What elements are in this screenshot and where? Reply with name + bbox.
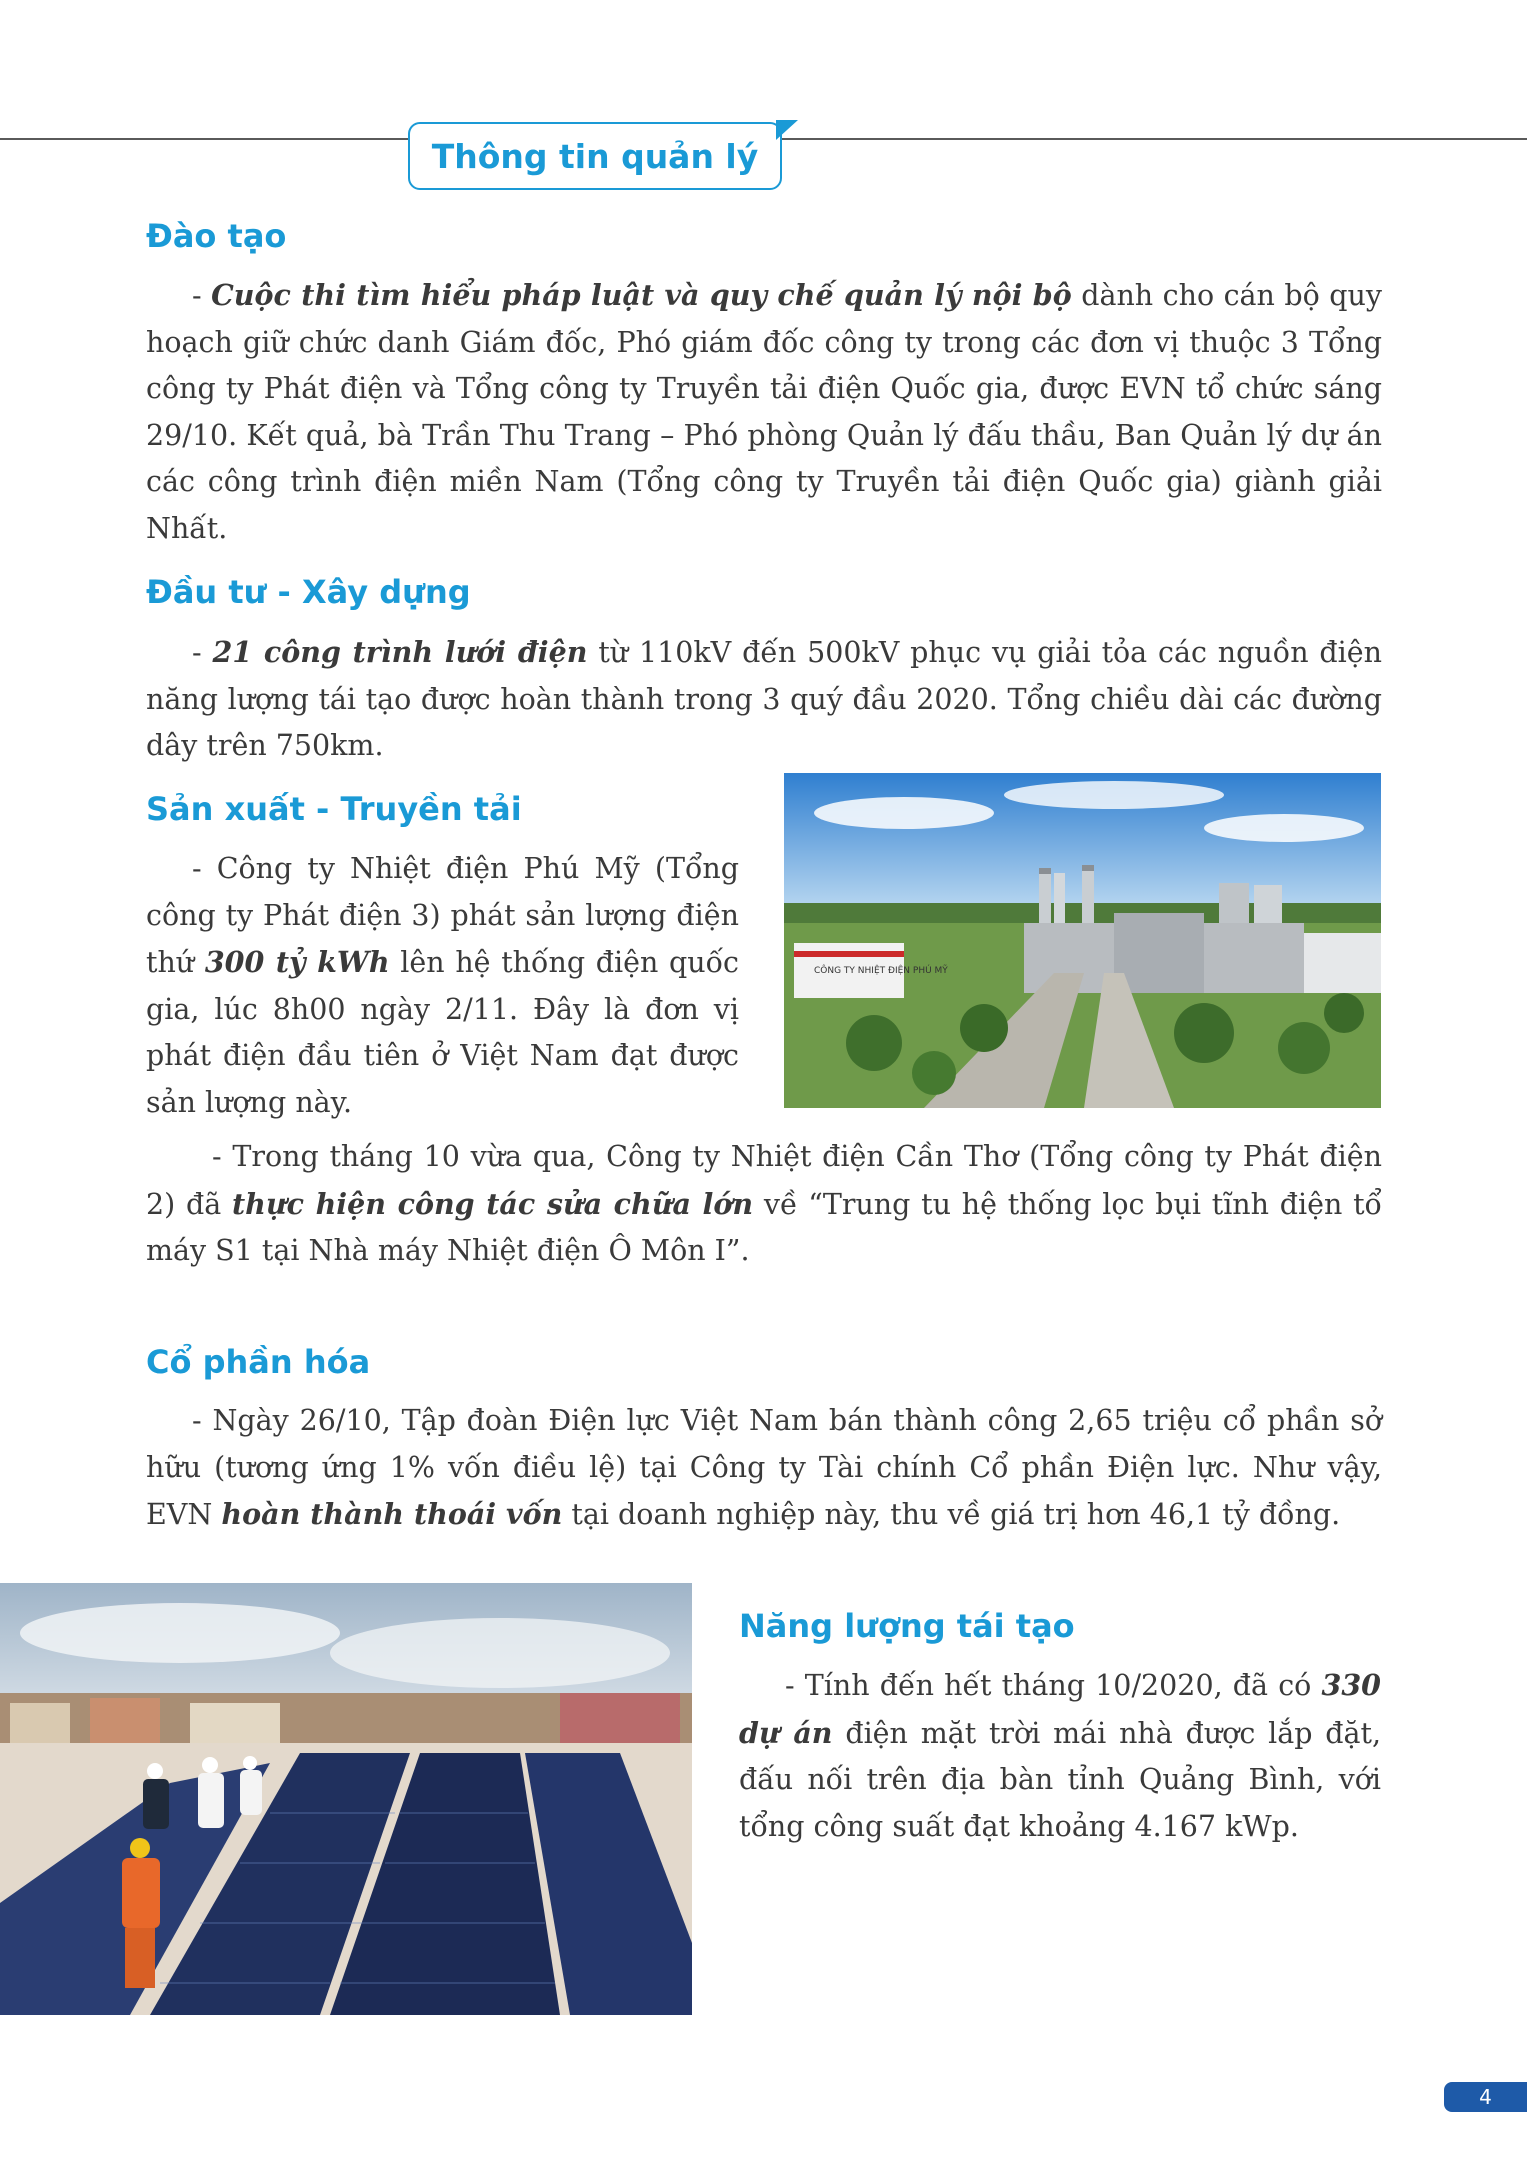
bullet-dash: -	[192, 279, 212, 312]
page-number-badge	[1444, 2082, 1527, 2112]
solar-rooftop-illustration	[0, 1583, 692, 2015]
heading-san-xuat: Sản xuất - Truyền tải	[146, 790, 522, 828]
emphasis-text: hoàn thành thoái vốn	[221, 1497, 563, 1531]
section-header-badge	[408, 122, 782, 190]
power-plant-photo	[784, 773, 1381, 1108]
body-text: lên hệ thống điện quốc gia, lúc 8h00 ngày 2/11. Đây là đơn vị phát điện đầu tiên ở Việt Nam đạt được sản lượng này.	[146, 946, 739, 1119]
body-text: - Ngày 26/10, Tập đoàn Điện lực Việt Nam bán thành công 2,65 triệu cổ phần sở hữu (tương ứng 1% vốn điều lệ) tại Công ty Tài chính Cổ phần Điện lực. Như vậy, EVN	[146, 1404, 1382, 1531]
body-text: - Trong tháng 10 vừa qua, Công ty Nhiệt điện Cần Thơ (Tổng công ty Phát điện 2) đã	[146, 1140, 1382, 1221]
body-text: - Tính đến hết tháng 10/2020, đã có	[785, 1669, 1322, 1702]
solar-panel-photo	[0, 1583, 692, 2015]
section-header-title: Thông tin quản lý	[431, 136, 759, 176]
heading-dau-tu: Đầu tư - Xây dựng	[146, 573, 471, 611]
emphasis-text: 21 công trình lưới điện	[212, 635, 588, 669]
power-plant-illustration	[784, 773, 1381, 1108]
paragraph-san-xuat-2	[146, 1134, 1382, 1275]
emphasis-text: Cuộc thi tìm hiểu pháp luật và quy chế quản lý nội bộ	[211, 278, 1072, 312]
bullet-dash: -	[192, 636, 213, 669]
paragraph-san-xuat-1	[146, 846, 739, 1126]
heading-dao-tao: Đào tạo	[146, 217, 287, 255]
header-tab-corner	[776, 120, 798, 140]
paragraph-dao-tao	[146, 272, 1382, 552]
body-text: điện mặt trời mái nhà được lắp đặt, đấu nối trên địa bàn tỉnh Quảng Bình, với tổng công suất đạt khoảng 4.167 kWp.	[739, 1716, 1381, 1843]
paragraph-co-phan-hoa	[146, 1398, 1382, 1539]
body-text: từ 110kV đến 500kV phục vụ giải tỏa các nguồn điện năng lượng tái tạo được hoàn thành trong 3 quý đầu 2020. Tổng chiều dài các đường dây trên 750km.	[146, 636, 1382, 762]
emphasis-text: thực hiện công tác sửa chữa lớn	[232, 1186, 754, 1221]
body-text: - Công ty Nhiệt điện Phú Mỹ (Tổng công ty Phát điện 3) phát sản lượng điện thứ	[146, 852, 739, 979]
body-text: về “Trung tu hệ thống lọc bụi tĩnh điện tổ máy S1 tại Nhà máy Nhiệt điện Ô Môn I”.	[146, 1187, 1382, 1267]
paragraph-dau-tu	[146, 629, 1382, 770]
heading-nang-luong: Năng lượng tái tạo	[739, 1607, 1075, 1645]
body-text: dành cho cán bộ quy hoạch giữ chức danh Giám đốc, Phó giám đốc công ty trong các đơn vị thuộc 3 Tổng công ty Phát điện và Tổng công ty Truyền tải điện Quốc gia, được EVN tổ chức sáng 29/10. Kết quả, bà Trần Thu Trang – Phó phòng Quản lý đấu thầu, Ban Quản lý dự án các công trình điện miền Nam (Tổng công ty Truyền tải điện Quốc gia) giành giải Nhất.	[146, 279, 1382, 545]
page-number: 4	[1479, 2085, 1492, 2109]
heading-co-phan-hoa: Cổ phần hóa	[146, 1343, 371, 1381]
photo-sign-text: CÔNG TY NHIỆT ĐIỆN PHÚ MỸ	[814, 966, 948, 976]
emphasis-text: 330 dự án	[739, 1668, 1381, 1750]
paragraph-nang-luong	[739, 1662, 1381, 1850]
body-text: tại doanh nghiệp này, thu về giá trị hơn 46,1 tỷ đồng.	[562, 1498, 1341, 1531]
emphasis-text: 300 tỷ kWh	[204, 945, 390, 979]
